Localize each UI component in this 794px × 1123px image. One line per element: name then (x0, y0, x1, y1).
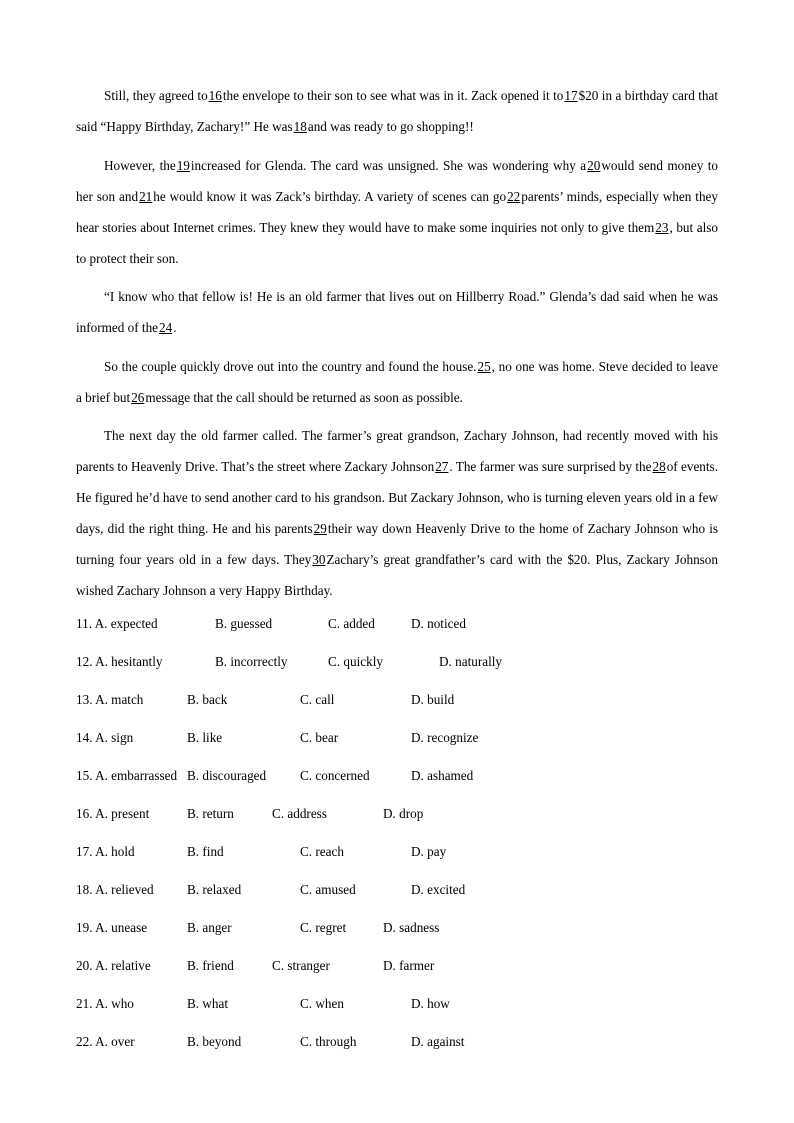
passage-paragraph (76, 420, 718, 606)
question-row (76, 685, 736, 723)
question-row (76, 837, 736, 875)
answer-option: C. stranger (272, 958, 330, 973)
option-text: A. embarrassed (95, 768, 178, 783)
answer-option: D. noticed (411, 616, 466, 631)
passage-paragraph (76, 281, 718, 343)
answer-option: D. ashamed (411, 768, 474, 783)
answer-option: C. through (300, 1034, 357, 1049)
answer-option: D. drop (383, 806, 424, 821)
blank-number: 26 (131, 389, 145, 405)
passage-text: increased for Glenda. The card was unsigned. She was wondering why a (190, 157, 587, 173)
blank-number: 20 (587, 157, 601, 173)
option-text: A. match (95, 692, 144, 707)
answer-option: D. farmer (383, 958, 435, 973)
answer-option (76, 609, 158, 639)
passage-text: $20 in a birthday card that said “Happy Birthday, Zachary!” He was (76, 88, 719, 134)
answer-option: C. address (272, 806, 327, 821)
answer-option: D. how (411, 996, 450, 1011)
answer-option (76, 685, 143, 715)
question-row (76, 761, 736, 799)
question-number: 12. (76, 654, 93, 669)
question-number: 13. (76, 692, 93, 707)
answer-option: C. regret (300, 920, 347, 935)
option-text: A. present (95, 806, 150, 821)
answer-option (76, 989, 134, 1019)
answer-option: B. back (187, 692, 228, 707)
question-row (76, 723, 736, 761)
answer-option (76, 647, 162, 677)
passage-text: . (173, 320, 177, 335)
answer-option: B. relaxed (187, 882, 242, 897)
answer-option: B. what (187, 996, 229, 1011)
blank-number: 19 (176, 157, 190, 173)
passage-text: Still, they agreed to (104, 88, 208, 103)
option-text: A. who (95, 996, 134, 1011)
option-text: A. relieved (95, 882, 154, 897)
passage-text: So the couple quickly drove out into the country and found the house. (104, 358, 477, 374)
blank-number: 21 (139, 188, 153, 204)
answer-option: C. call (300, 692, 335, 707)
question-row (76, 913, 736, 951)
passage-text: . The farmer was sure surprised by the (449, 459, 652, 474)
answer-option: D. recognize (411, 730, 479, 745)
blank-number: 24 (159, 320, 173, 335)
question-row (76, 609, 736, 647)
passage-text: their way down Heavenly Drive to the home of Zachary Johnson who is turning four years old in a few days. They (76, 521, 718, 567)
option-text: A. hesitantly (95, 654, 163, 669)
question-row (76, 647, 736, 685)
blank-number: 17 (564, 88, 578, 103)
blank-number: 29 (313, 521, 327, 536)
passage-text: , but also to protect their son. (76, 219, 718, 266)
question-number: 11. (76, 616, 92, 631)
question-number: 16. (76, 806, 93, 821)
answer-option (76, 913, 147, 943)
answer-option (76, 875, 154, 905)
answer-option: D. sadness (383, 920, 440, 935)
answer-option: B. beyond (187, 1034, 242, 1049)
option-text: A. hold (95, 844, 135, 859)
passage-text: and was ready to go shopping!! (307, 119, 474, 134)
answer-option (76, 837, 135, 867)
question-row (76, 951, 736, 989)
passage-text: Zachary’s great grandfather’s card with the $20. Plus, Zackary Johnson wished Zachary Johnson a very Happy Birthday. (76, 552, 718, 598)
answer-option: B. find (187, 844, 224, 859)
question-number: 15. (76, 768, 93, 783)
answer-option: C. bear (300, 730, 339, 745)
question-row (76, 875, 736, 913)
answer-option: D. excited (411, 882, 466, 897)
answer-option: B. discouraged (187, 768, 267, 783)
answer-option: C. quickly (328, 654, 383, 669)
answer-option: D. pay (411, 844, 447, 859)
blank-number: 18 (293, 119, 307, 134)
passage-text: message that the call should be returned as soon as possible. (145, 389, 463, 405)
passage-paragraph (76, 351, 718, 413)
blank-number: 16 (208, 88, 222, 103)
passage-paragraph (76, 150, 718, 274)
passage-text: “I know who that fellow is! He is an old farmer that lives out on Hillberry Road.” Glenda’s dad said when he was informed of the (76, 289, 718, 335)
answer-options (76, 609, 736, 1065)
answer-option: B. anger (187, 920, 232, 935)
blank-number: 25 (477, 358, 491, 374)
question-number: 22. (76, 1034, 93, 1049)
passage-text: the envelope to their son to see what was in it. Zack opened it to (222, 88, 564, 103)
question-number: 14. (76, 730, 93, 745)
passage-text: parents’ minds, especially when they hear stories about Internet crimes. They knew they would have to make some inquiries not only to give them (76, 188, 718, 235)
blank-number: 23 (655, 219, 669, 235)
answer-option: C. reach (300, 844, 344, 859)
answer-option (76, 723, 133, 753)
answer-option: B. friend (187, 958, 234, 973)
question-number: 21. (76, 996, 93, 1011)
answer-option: C. added (328, 616, 375, 631)
blank-number: 22 (507, 188, 521, 204)
answer-option: B. return (187, 806, 234, 821)
answer-option (76, 799, 149, 829)
question-number: 19. (76, 920, 93, 935)
answer-option (76, 1027, 135, 1057)
answer-option: B. guessed (215, 616, 273, 631)
answer-option: C. amused (300, 882, 356, 897)
blank-number: 30 (312, 552, 326, 567)
blank-number: 28 (652, 459, 666, 474)
passage-text: The next day the old farmer called. The farmer’s great grandson, Zachary Johnson, had recently moved with his parents to Heavenly Drive. That’s the street where Zackary Johnson (76, 428, 718, 474)
passage-text: , no one was home. Steve decided to leave a brief but (76, 358, 718, 405)
blank-number: 27 (435, 459, 449, 474)
passage-text: of events. He figured he’d have to send another card to his grandson. But Zackary Johnson, who is turning eleven years old in a few days, did the right thing. He and his parents (76, 459, 718, 536)
question-number: 18. (76, 882, 93, 897)
answer-option (76, 761, 177, 791)
question-number: 17. (76, 844, 93, 859)
option-text: A. unease (95, 920, 148, 935)
passage-text: would send money to her son and (76, 157, 719, 204)
question-number: 20. (76, 958, 93, 973)
answer-option: C. when (300, 996, 344, 1011)
question-row (76, 799, 736, 837)
option-text: A. over (95, 1034, 135, 1049)
answer-option: D. against (411, 1034, 465, 1049)
question-row (76, 989, 736, 1027)
answer-option: D. build (411, 692, 455, 707)
answer-option: B. like (187, 730, 223, 745)
option-text: A. relative (95, 958, 151, 973)
passage-text: However, the (104, 157, 176, 173)
option-text: A. expected (94, 616, 158, 631)
answer-option: B. incorrectly (215, 654, 288, 669)
option-text: A. sign (95, 730, 134, 745)
passage-paragraph (76, 80, 718, 142)
passage-text: he would know it was Zack’s birthday. A variety of scenes can go (153, 188, 507, 204)
answer-option (76, 951, 151, 981)
cloze-passage (76, 80, 718, 614)
answer-option: D. naturally (439, 654, 502, 669)
answer-option: C. concerned (300, 768, 370, 783)
question-row (76, 1027, 736, 1065)
